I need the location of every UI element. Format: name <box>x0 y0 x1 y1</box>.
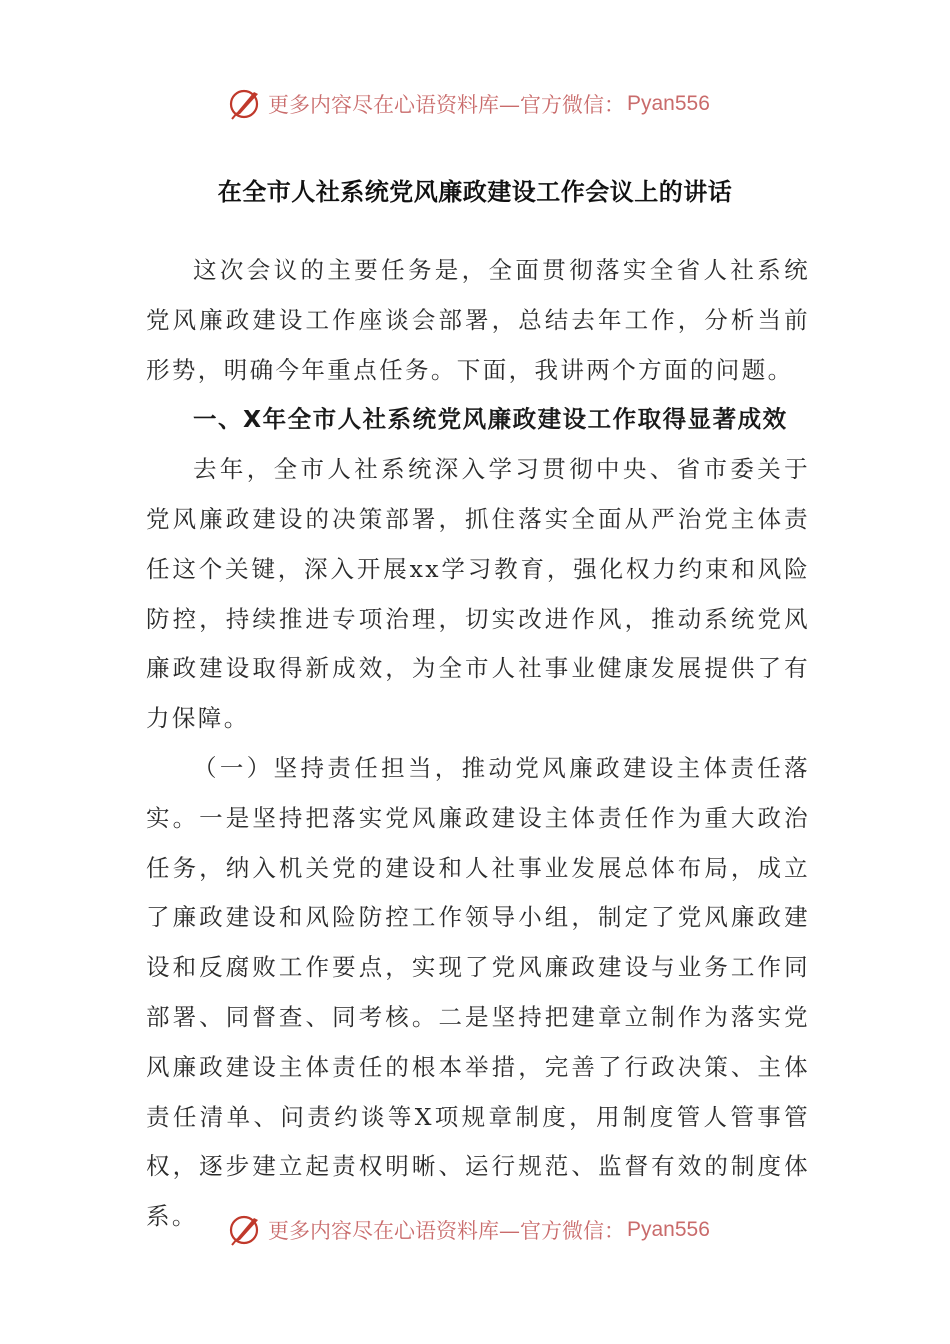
document-body <box>146 246 810 1242</box>
watermark-text: 更多内容尽在心语资料库—官方微信： <box>268 93 625 117</box>
quill-logo-icon <box>228 1212 264 1248</box>
paragraph-intro: 这次会议的主要任务是，全面贯彻落实全省人社系统党风廉政建设工作座谈会部署，总结去年工作，分析当前形势，明确今年重点任务。下面，我讲两个方面的问题。 <box>146 256 810 384</box>
quill-logo-icon <box>228 86 264 122</box>
section-heading-1: 一、X年全市人社系统党风廉政建设工作取得显著成效 <box>193 405 788 434</box>
header-watermark <box>228 84 748 124</box>
document-title: 在全市人社系统党风廉政建设工作会议上的讲话 <box>217 178 733 206</box>
footer-watermark <box>228 1210 748 1250</box>
watermark-text: 更多内容尽在心语资料库—官方微信： <box>268 1219 625 1243</box>
watermark-wechat-id: Pyan556 <box>627 92 710 115</box>
watermark-wechat-id: Pyan556 <box>627 1218 710 1241</box>
paragraph-subsection-1: （一）坚持责任担当，推动党风廉政建设主体责任落实。一是坚持把落实党风廉政建设主体责任作为重大政治任务，纳入机关党的建设和人社事业发展总体布局，成立了廉政建设和风险防控工作领导小组，制定了党风廉政建设和反腐败工作要点，实现了党风廉政建设与业务工作同部署、同督查、同考核。二是坚持把建章立制作为落实党风廉政建设主体责任的根本举措，完善了行政决策、主体责任清单、问责约谈等X项规章制度，用制度管人管事管权，逐步建立起责权明晰、运行规范、监督有效的制度体系。 <box>146 753 810 1231</box>
paragraph-summary: 去年，全市人社系统深入学习贯彻中央、省市委关于党风廉政建设的决策部署，抓住落实全面从严治党主体责任这个关键，深入开展xx学习教育，强化权力约束和风险防控，持续推进专项治理，切实改进作风，推动系统党风廉政建设取得新成效，为全市人社事业健康发展提供了有力保障。 <box>146 455 810 733</box>
